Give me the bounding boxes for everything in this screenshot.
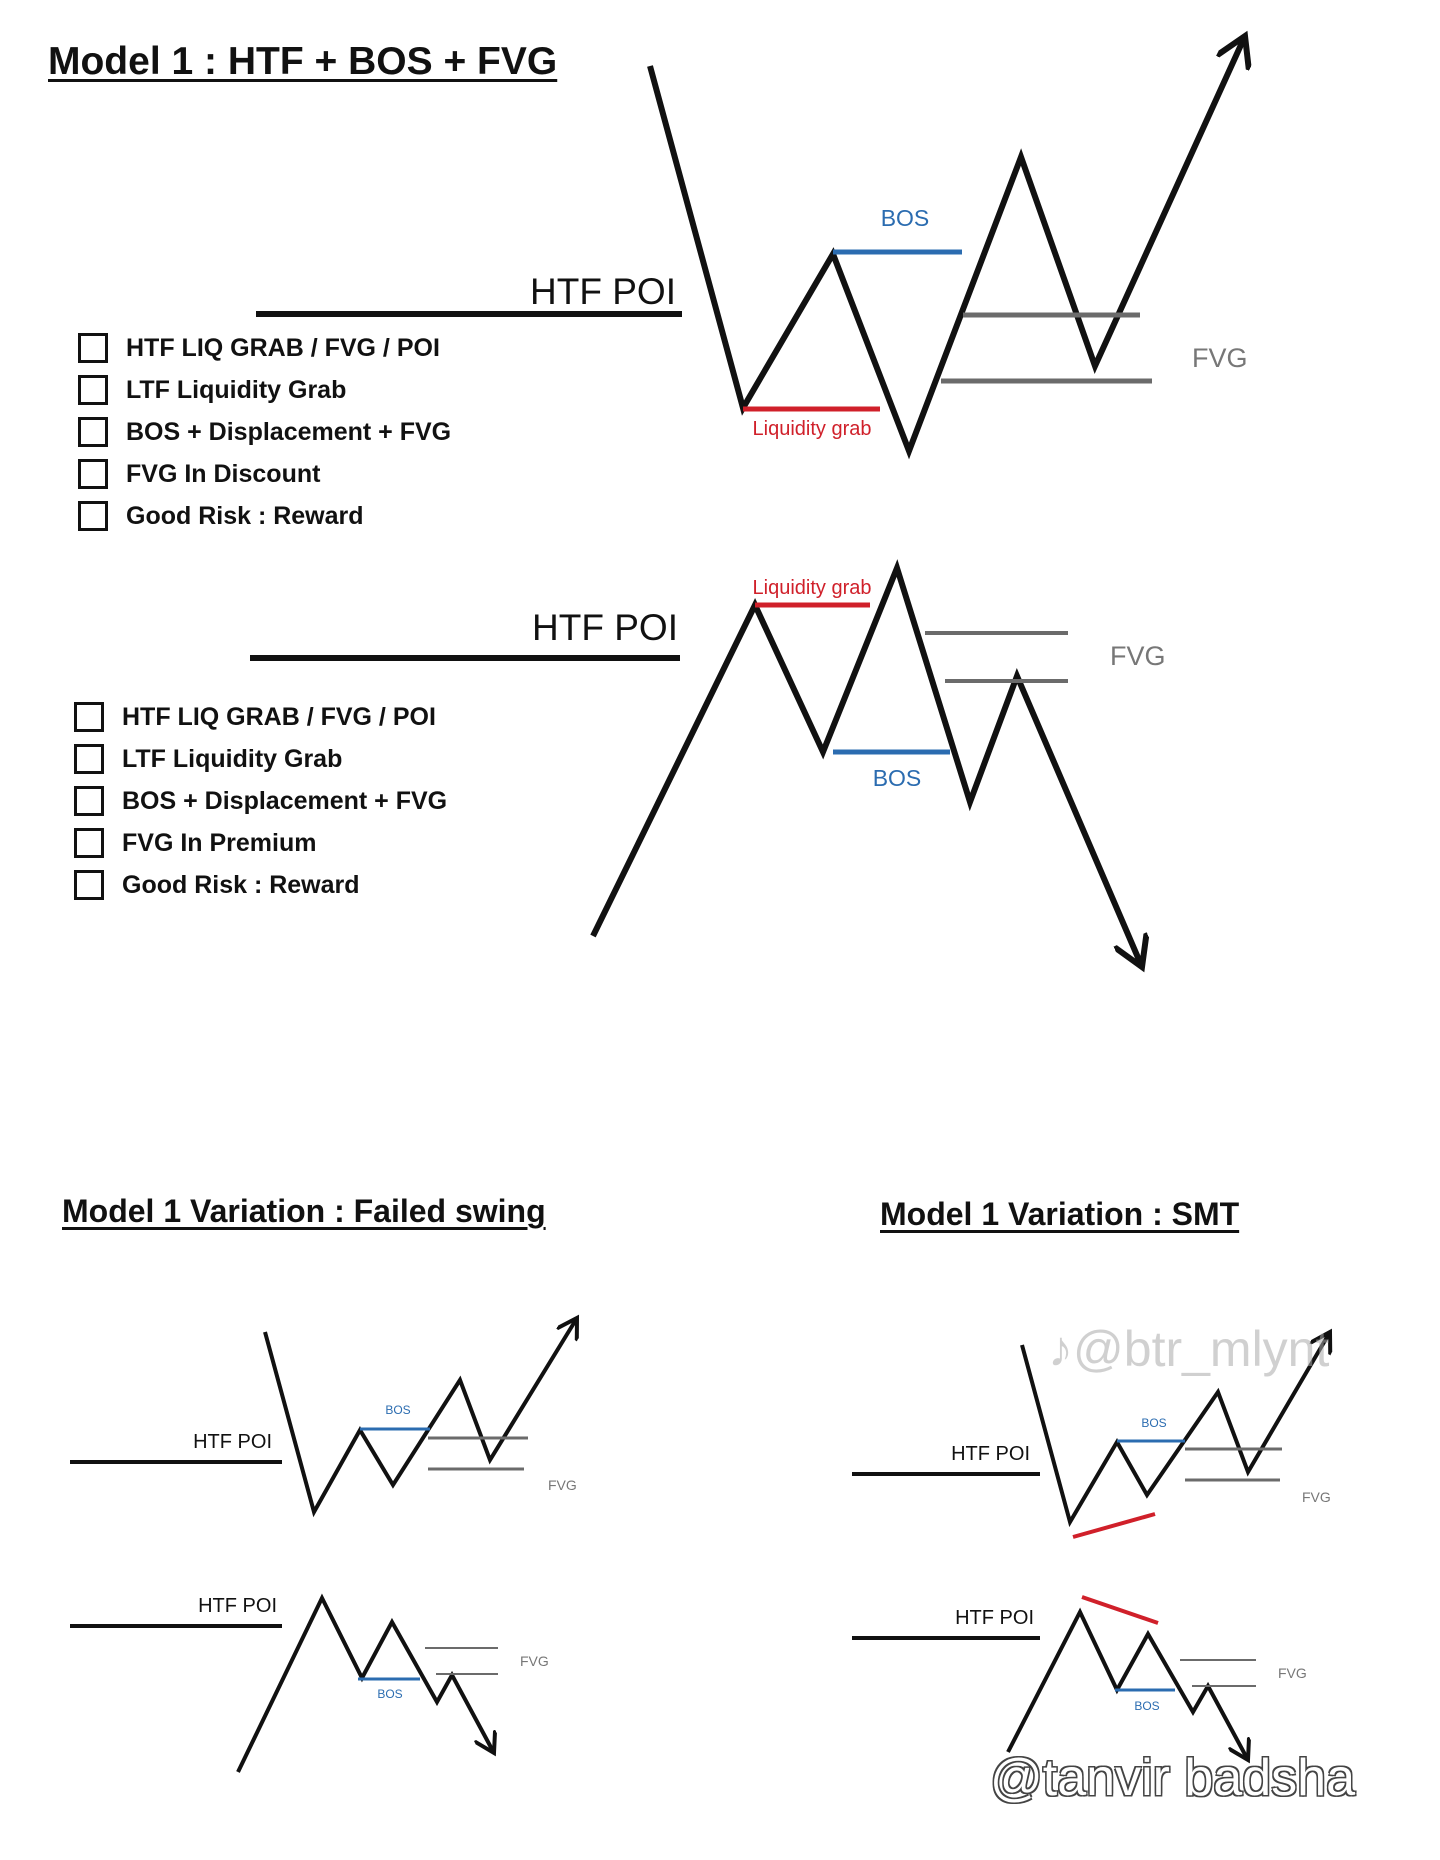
smt-title: Model 1 Variation : SMT bbox=[880, 1196, 1240, 1232]
htf-poi-label: HTF POI bbox=[193, 1431, 272, 1453]
checklist-item-label: Good Risk : Reward bbox=[126, 501, 364, 530]
htf-poi-label: HTF POI bbox=[955, 1607, 1034, 1629]
fvg-label: FVG bbox=[548, 1477, 577, 1493]
liquidity-grab-label: Liquidity grab bbox=[752, 418, 872, 440]
htf-poi-label: HTF POI bbox=[951, 1443, 1030, 1465]
fvg-label: FVG bbox=[1192, 343, 1248, 373]
bos-label: BOS bbox=[1141, 1416, 1167, 1430]
liquidity-grab-label: Liquidity grab bbox=[752, 577, 872, 599]
tiktok-watermark: ♪@btr_mlynt bbox=[1048, 1321, 1330, 1377]
htf-poi-label: HTF POI bbox=[198, 1595, 277, 1617]
bearish-model-diagram bbox=[250, 568, 1166, 967]
smt-bearish-diagram bbox=[852, 1597, 1307, 1760]
checklist-item-label: FVG In Discount bbox=[126, 459, 321, 488]
fvg-label: FVG bbox=[1302, 1489, 1331, 1505]
bos-label: BOS bbox=[880, 205, 930, 231]
checklist-item-label: Good Risk : Reward bbox=[122, 870, 360, 899]
checklist-item-label: FVG In Premium bbox=[122, 828, 317, 857]
bos-label: BOS bbox=[872, 765, 922, 791]
bos-label: BOS bbox=[1134, 1699, 1160, 1713]
htf-poi-label: HTF POI bbox=[532, 607, 678, 648]
checklist-item-label: HTF LIQ GRAB / FVG / POI bbox=[126, 333, 440, 362]
failed-swing-bullish-diagram bbox=[70, 1318, 577, 1512]
fvg-label: FVG bbox=[1110, 641, 1166, 671]
fvg-label: FVG bbox=[1278, 1665, 1307, 1681]
bos-label: BOS bbox=[377, 1687, 403, 1701]
price-path bbox=[265, 1318, 577, 1512]
htf-poi-label: HTF POI bbox=[530, 271, 676, 312]
fvg-label: FVG bbox=[520, 1653, 549, 1669]
bos-label: BOS bbox=[385, 1403, 411, 1417]
checklist-item-label: BOS + Displacement + FVG bbox=[126, 417, 452, 446]
bullish-model-diagram bbox=[256, 36, 1248, 451]
checklist-item-label: HTF LIQ GRAB / FVG / POI bbox=[122, 702, 436, 731]
price-path bbox=[650, 36, 1245, 451]
checklist-item-label: LTF Liquidity Grab bbox=[122, 744, 343, 773]
failed-swing-title: Model 1 Variation : Failed swing bbox=[62, 1193, 546, 1229]
author-watermark: @tanvir badsha bbox=[990, 1749, 1355, 1807]
smt-divergence-line bbox=[1073, 1514, 1155, 1537]
main-title: Model 1 : HTF + BOS + FVG bbox=[48, 40, 558, 83]
checklist-item-label: BOS + Displacement + FVG bbox=[122, 786, 448, 815]
checklist-item-label: LTF Liquidity Grab bbox=[126, 375, 347, 404]
smt-divergence-line bbox=[1082, 1597, 1158, 1623]
failed-swing-bearish-diagram bbox=[70, 1595, 549, 1772]
